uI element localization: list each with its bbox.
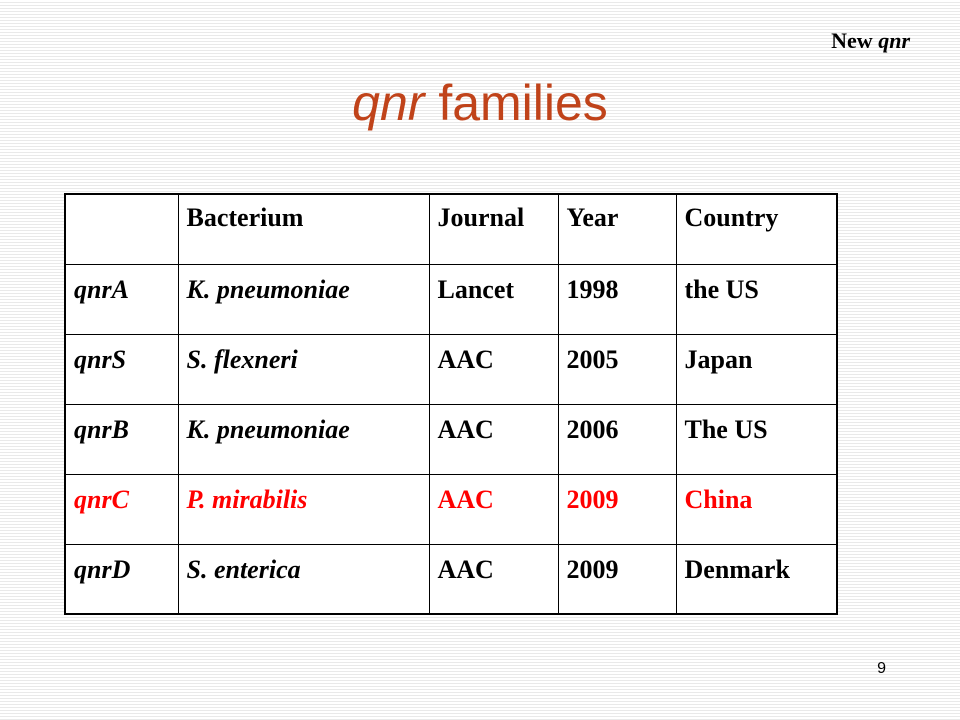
cell-country: China — [676, 474, 837, 544]
table-container — [64, 193, 838, 615]
cell-journal: AAC — [429, 404, 558, 474]
cell-gene: qnrS — [65, 334, 178, 404]
header-cell-journal: Journal — [429, 194, 558, 264]
cell-bacterium: P. mirabilis — [178, 474, 429, 544]
header-note-italic: qnr — [878, 28, 910, 53]
header-cell-gene — [65, 194, 178, 264]
table-row — [65, 404, 837, 474]
cell-country: The US — [676, 404, 837, 474]
cell-year: 2006 — [558, 404, 676, 474]
header-cell-year: Year — [558, 194, 676, 264]
header-note — [831, 28, 910, 54]
cell-journal: Lancet — [429, 264, 558, 334]
cell-country: Denmark — [676, 544, 837, 614]
cell-year: 2009 — [558, 474, 676, 544]
cell-gene: qnrA — [65, 264, 178, 334]
slide-title — [0, 74, 960, 132]
cell-bacterium: S. enterica — [178, 544, 429, 614]
cell-gene: qnrB — [65, 404, 178, 474]
cell-journal: AAC — [429, 474, 558, 544]
page-number: 9 — [877, 660, 886, 677]
cell-gene: qnrD — [65, 544, 178, 614]
cell-year: 1998 — [558, 264, 676, 334]
cell-journal: AAC — [429, 544, 558, 614]
table-row — [65, 544, 837, 614]
cell-country: the US — [676, 264, 837, 334]
cell-bacterium: S. flexneri — [178, 334, 429, 404]
qnr-families-table — [64, 193, 838, 615]
cell-year: 2005 — [558, 334, 676, 404]
table-row-highlighted — [65, 474, 837, 544]
table-row — [65, 334, 837, 404]
slide-title-italic: qnr — [352, 75, 425, 131]
cell-year: 2009 — [558, 544, 676, 614]
header-cell-bacterium: Bacterium — [178, 194, 429, 264]
cell-bacterium: K. pneumoniae — [178, 264, 429, 334]
table-row — [65, 264, 837, 334]
cell-country: Japan — [676, 334, 837, 404]
cell-gene: qnrC — [65, 474, 178, 544]
slide-title-rest: families — [424, 75, 608, 131]
header-cell-country: Country — [676, 194, 837, 264]
cell-bacterium: K. pneumoniae — [178, 404, 429, 474]
table-header-row — [65, 194, 837, 264]
header-note-prefix: New — [831, 28, 879, 53]
cell-journal: AAC — [429, 334, 558, 404]
